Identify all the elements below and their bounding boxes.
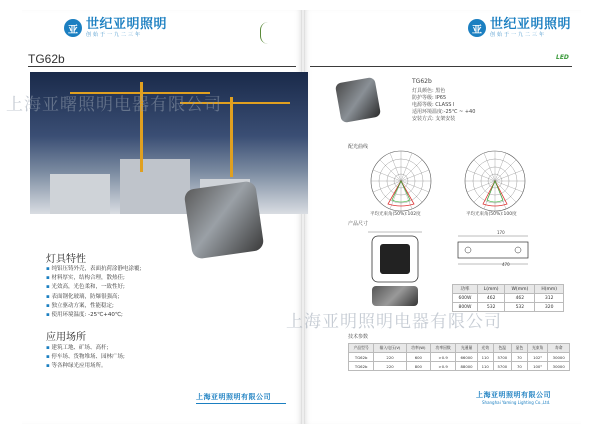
model-label: TG62b (28, 52, 65, 66)
footer-rule (196, 403, 286, 404)
feature-item: ▪ 独立驱动方案，性能稳定; (46, 302, 196, 311)
table-header: 显色 (512, 344, 528, 353)
features-title: 灯具特性 (46, 254, 86, 265)
table-cell: 462 (505, 294, 535, 303)
table-cell: 220 (374, 353, 406, 362)
table-cell: 70 (512, 353, 528, 362)
table-cell: TG62b (349, 353, 374, 362)
table-cell: 100° (527, 362, 548, 371)
light-curve-title: 配光曲线 (348, 144, 369, 150)
table-header: L(mm) (477, 285, 504, 294)
table-cell: 88000 (456, 362, 477, 371)
photo-crane-tower (230, 97, 233, 177)
feature-item: ▪ 表面钢化玻璃，防爆很强高; (46, 293, 196, 302)
watermark: 上海亚曙照明电器有限公司 (6, 95, 222, 115)
table-cell: 312 (535, 294, 564, 303)
table-row (349, 353, 570, 362)
application-item: ▪ 建筑工地、矿场、高杆; (46, 344, 196, 353)
table-cell: 220 (374, 362, 406, 371)
side-view-drawing (438, 232, 548, 268)
table-cell: 600W (453, 294, 478, 303)
footer-subtitle: Shanghai Yaming Lighting Co.,Ltd. (482, 400, 551, 405)
feature-item: ▪ 纯铝压铸外壳，表面抗荷涂静电涂覆; (46, 265, 196, 274)
brand-name: 世纪亚明照明 (86, 17, 168, 32)
spec-list (412, 88, 475, 123)
table-row (349, 362, 570, 371)
watermark: 上海亚明照明电器有限公司 (286, 312, 502, 332)
size-title: 产品尺寸 (348, 221, 369, 227)
table-cell: 110 (477, 353, 493, 362)
table-cell: 462 (477, 294, 504, 303)
curve-caption: 平均光束角(50%):102度 (370, 212, 421, 217)
table-cell: 600 (406, 353, 430, 362)
brand-logo-left (64, 18, 167, 38)
tech-table (348, 343, 570, 371)
table-header: H(mm) (535, 285, 564, 294)
spec-item: 适用环境温度:-25℃ ~ +40 (412, 109, 476, 115)
table-cell: 70 (512, 362, 528, 371)
table-header: 输入电压(V) (374, 344, 406, 353)
spec-item: 电源等级: CLASS Ⅰ (412, 102, 455, 108)
table-cell: >0.9 (430, 353, 455, 362)
table-header: 产品型号 (349, 344, 374, 353)
table-row (453, 294, 564, 303)
footer-brand: 上海亚明照明有限公司 (476, 391, 551, 399)
table-cell: TG62b (349, 362, 374, 371)
product-3d-image (372, 286, 418, 306)
spec-item: 灯具颜色: 黑色 (412, 88, 446, 94)
table-cell: 800W (453, 303, 478, 312)
photo-building (120, 159, 190, 214)
product-image (335, 77, 381, 123)
logo-icon: 亚 (468, 19, 486, 37)
application-item: ▪ 停车场、货物堆场、园林广场; (46, 353, 196, 362)
table-cell: 110 (477, 362, 493, 371)
footer-brand: 上海亚明照明有限公司 (196, 393, 271, 401)
polar-curve-1 (368, 148, 434, 214)
header-rule (28, 66, 296, 67)
brand-subtitle: 创始于一九二三年 (86, 32, 143, 38)
front-view-drawing (360, 228, 430, 286)
table-header: 色温 (493, 344, 511, 353)
floodlight-image (183, 180, 264, 259)
table-cell: 800 (406, 362, 430, 371)
logo-icon: 亚 (64, 19, 82, 37)
emblem-icon (260, 22, 275, 44)
brand-logo-right (468, 18, 571, 38)
brand-subtitle: 创始于一九二三年 (490, 32, 547, 38)
photo-building (50, 174, 110, 214)
product-name: TG62b (412, 78, 432, 85)
table-header: 光效 (477, 344, 493, 353)
polar-curve-2 (462, 148, 528, 214)
feature-item: ▪ 材料厚实，结构合理，散热佳; (46, 274, 196, 283)
applications-title: 应用场所 (46, 332, 86, 343)
table-header: W(mm) (505, 285, 535, 294)
table-cell: 30000 (548, 353, 570, 362)
table-cell: 320 (535, 303, 564, 312)
table-header: 寿命 (548, 344, 570, 353)
feature-item: ▪ 使用环境温度: -25℃+40℃; (46, 311, 196, 320)
feature-item: ▪ 光效高，光色柔和，一致性好; (46, 283, 196, 292)
table-cell: 532 (477, 303, 504, 312)
application-item: ▪ 等各种绿光应用场所。 (46, 362, 196, 371)
table-header: 光束角 (527, 344, 548, 353)
table-cell: 5700 (493, 362, 511, 371)
table-cell: 102° (527, 353, 548, 362)
brand-name: 世纪亚明照明 (490, 17, 572, 32)
curve-caption: 平均光束角(50%):100度 (466, 212, 517, 217)
spec-item: 防护等级: IP65 (412, 95, 447, 101)
spec-item: 安装方式: 支架安装 (412, 116, 456, 122)
dim-label: 470 (502, 262, 510, 267)
table-cell: 532 (505, 303, 535, 312)
table-header: 功率 (453, 285, 478, 294)
header-rule (310, 66, 572, 67)
table-cell: 5700 (493, 353, 511, 362)
dim-label: 170 (497, 230, 505, 235)
table-cell: 66000 (456, 353, 477, 362)
tech-title: 技术参数 (348, 334, 369, 340)
table-cell: 30000 (548, 362, 570, 371)
table-header: 功率(W) (406, 344, 430, 353)
applications-list (46, 344, 196, 372)
led-mark: LED (556, 54, 569, 61)
table-cell: >0.9 (430, 362, 455, 371)
table-header: 光通量 (456, 344, 477, 353)
features-list (46, 265, 196, 320)
table-header: 功率因数 (430, 344, 455, 353)
